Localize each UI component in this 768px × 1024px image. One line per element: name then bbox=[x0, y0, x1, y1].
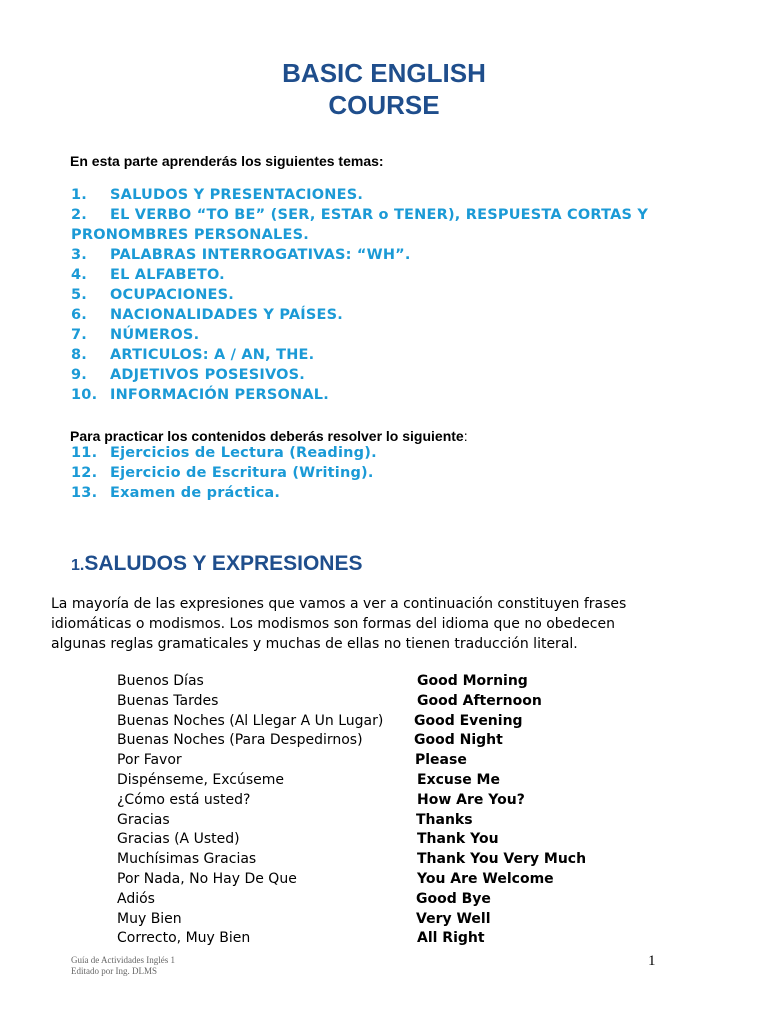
phrase-row bbox=[0, 712, 768, 732]
spanish-phrase: Muchísimas Gracias bbox=[117, 851, 257, 868]
topic-item bbox=[71, 365, 648, 385]
topic-text: ADJETIVOS POSESIVOS. bbox=[110, 367, 306, 383]
phrase-row bbox=[0, 731, 768, 751]
topic-item bbox=[71, 205, 648, 245]
english-phrase: How Are You? bbox=[417, 791, 525, 808]
topic-item bbox=[71, 245, 648, 265]
topic-item bbox=[71, 305, 648, 325]
topic-text: PALABRAS INTERROGATIVAS: “WH”. bbox=[110, 247, 411, 263]
practice-text: Ejercicio de Escritura (Writing). bbox=[110, 465, 374, 481]
english-phrase: You Are Welcome bbox=[417, 870, 554, 887]
english-phrase: All Right bbox=[417, 930, 485, 947]
topic-text: ARTICULOS: A / AN, THE. bbox=[110, 347, 315, 363]
title-line-2: COURSE bbox=[328, 90, 440, 120]
english-phrase: Very Well bbox=[416, 910, 491, 927]
spanish-phrase: Gracias bbox=[117, 811, 170, 828]
topics-list bbox=[71, 185, 648, 405]
practice-text: Examen de práctica. bbox=[110, 485, 281, 501]
phrase-list bbox=[0, 672, 768, 949]
topic-item bbox=[71, 265, 648, 285]
topic-text: EL ALFABETO. bbox=[110, 267, 225, 283]
paragraph-line: idiomáticas o modismos. Los modismos son formas del idioma que no obedecen bbox=[51, 616, 615, 632]
topic-number: 3. bbox=[71, 247, 87, 263]
spanish-phrase: ¿Cómo está usted? bbox=[117, 791, 251, 808]
topic-text: SALUDOS Y PRESENTACIONES. bbox=[110, 187, 364, 203]
topic-number: 4. bbox=[71, 267, 87, 283]
section-number: 1. bbox=[71, 557, 85, 574]
phrase-row bbox=[0, 890, 768, 910]
phrase-row bbox=[0, 692, 768, 712]
english-phrase: Good Night bbox=[414, 732, 503, 749]
title-line-1: BASIC ENGLISH bbox=[282, 58, 486, 88]
practice-item bbox=[71, 483, 377, 503]
english-phrase: Thank You Very Much bbox=[417, 851, 587, 868]
practice-item bbox=[71, 463, 377, 483]
spanish-phrase: Buenas Noches (Para Despedirnos) bbox=[117, 732, 363, 749]
page-footer bbox=[71, 955, 175, 977]
practice-list bbox=[71, 443, 377, 503]
english-phrase: Thank You bbox=[417, 831, 499, 848]
spanish-phrase: Buenas Tardes bbox=[117, 692, 219, 709]
topic-item bbox=[71, 285, 648, 305]
footer-line: Guía de Actividades Inglés 1 bbox=[71, 955, 175, 965]
topic-item bbox=[71, 345, 648, 365]
intro-paragraph bbox=[51, 594, 691, 654]
topic-number: 2. bbox=[71, 207, 87, 223]
topic-number: 1. bbox=[71, 187, 87, 203]
topic-text: OCUPACIONES. bbox=[110, 287, 235, 303]
topic-text: NACIONALIDADES Y PAÍSES. bbox=[110, 307, 343, 323]
topic-text-continuation: PRONOMBRES PERSONALES. bbox=[71, 227, 309, 243]
topic-number: 5. bbox=[71, 287, 87, 303]
topic-number: 8. bbox=[71, 347, 87, 363]
topic-number: 7. bbox=[71, 327, 87, 343]
practice-intro bbox=[70, 428, 468, 444]
phrase-row bbox=[0, 811, 768, 831]
paragraph-line: La mayoría de las expresiones que vamos a ver a continuación constituyen frases bbox=[51, 596, 627, 612]
english-phrase: Excuse Me bbox=[417, 771, 500, 788]
topic-text: NÚMEROS. bbox=[110, 327, 200, 343]
spanish-phrase: Adiós bbox=[117, 890, 155, 907]
phrase-row bbox=[0, 672, 768, 692]
english-phrase: Good Bye bbox=[416, 890, 491, 907]
footer-line: Editado por Ing. DLMS bbox=[71, 966, 157, 976]
spanish-phrase: Muy Bien bbox=[117, 910, 182, 927]
topic-number: 6. bbox=[71, 307, 87, 323]
english-phrase: Thanks bbox=[416, 811, 473, 828]
section-heading bbox=[71, 550, 362, 580]
paragraph-line: algunas reglas gramaticales y muchas de ellas no tienen traducción literal. bbox=[51, 636, 578, 652]
spanish-phrase: Por Favor bbox=[117, 752, 182, 769]
english-phrase: Good Afternoon bbox=[417, 692, 542, 709]
phrase-row bbox=[0, 771, 768, 791]
phrase-row bbox=[0, 830, 768, 850]
phrase-row bbox=[0, 910, 768, 930]
phrase-row bbox=[0, 870, 768, 890]
phrase-row bbox=[0, 850, 768, 870]
practice-number: 12. bbox=[71, 465, 98, 481]
spanish-phrase: Correcto, Muy Bien bbox=[117, 930, 251, 947]
topic-item bbox=[71, 385, 648, 405]
topic-text: EL VERBO “TO BE” (SER, ESTAR o TENER), RESPUESTA CORTAS Y bbox=[110, 207, 649, 223]
topic-number: 10. bbox=[71, 387, 98, 403]
topic-text: INFORMACIÓN PERSONAL. bbox=[110, 387, 329, 403]
section-title: SALUDOS Y EXPRESIONES bbox=[84, 552, 363, 575]
english-phrase: Good Morning bbox=[417, 673, 528, 689]
topic-item bbox=[71, 325, 648, 345]
practice-text: Ejercicios de Lectura (Reading). bbox=[110, 445, 377, 461]
practice-number: 11. bbox=[71, 445, 98, 461]
spanish-phrase: Gracias (A Usted) bbox=[117, 831, 240, 848]
practice-number: 13. bbox=[71, 485, 98, 501]
practice-item bbox=[71, 443, 377, 463]
page-number: 1 bbox=[648, 953, 656, 969]
practice-intro-colon: : bbox=[463, 428, 468, 444]
topic-number: 9. bbox=[71, 367, 87, 383]
phrase-row bbox=[0, 791, 768, 811]
spanish-phrase: Buenos Días bbox=[117, 673, 204, 689]
topic-item bbox=[71, 185, 648, 205]
spanish-phrase: Dispénseme, Excúseme bbox=[117, 771, 285, 788]
intro-text: En esta parte aprenderás los siguientes temas: bbox=[70, 153, 384, 169]
practice-intro-text: Para practicar los contenidos deberás resolver lo siguiente bbox=[70, 428, 464, 444]
phrase-row bbox=[0, 751, 768, 771]
phrase-row bbox=[0, 929, 768, 949]
english-phrase: Please bbox=[415, 752, 467, 769]
english-phrase: Good Evening bbox=[414, 712, 523, 729]
spanish-phrase: Buenas Noches (Al Llegar A Un Lugar) bbox=[117, 712, 384, 729]
spanish-phrase: Por Nada, No Hay De Que bbox=[117, 870, 297, 887]
